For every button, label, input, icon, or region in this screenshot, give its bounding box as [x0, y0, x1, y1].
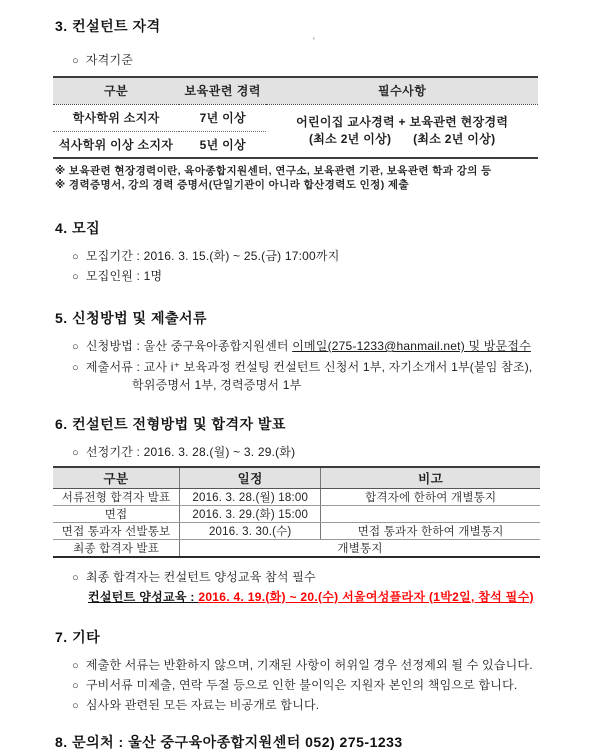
table-row — [53, 488, 540, 505]
table-row — [53, 104, 538, 131]
schedule-cell-merged-notice: 개별통지 — [180, 539, 540, 557]
final-pass-note-line — [55, 569, 560, 587]
table-row — [53, 539, 540, 557]
qualification-table — [53, 76, 538, 159]
schedule-header-remark: 비고 — [321, 467, 540, 488]
schedule-cell-category: 면접 — [53, 505, 180, 522]
section-5-title: 5. 신청방법 및 제출서류 — [55, 310, 208, 326]
training-course-line — [55, 589, 560, 606]
schedule-cell-date: 2016. 3. 30.(수) — [180, 522, 321, 539]
qual-cell-requirement — [266, 104, 538, 158]
training-label: 컨설턴트 양성교육 : — [88, 589, 199, 604]
section-8-title: 8. 문의처 : 울산 중구육아종합지원센터 052) 275-1233 — [55, 733, 403, 750]
circle-bullet: ○ — [72, 447, 79, 459]
requirement-line-2: (최소 2년 이상) (최소 2년 이상) — [308, 131, 496, 146]
schedule-cell-category: 서류전형 합격자 발표 — [53, 488, 180, 505]
etc-item-line — [55, 677, 560, 695]
schedule-table-header-row — [53, 467, 540, 488]
requirement-line-1: 어린이집 교사경력 + 보육관련 현장경력 — [296, 114, 509, 129]
apply-method-prefix: 신청방법 : 울산 중구육아종합지원센터 — [85, 339, 293, 353]
qual-cell-experience: 7년 이상 — [179, 104, 266, 131]
recruit-count-line — [55, 268, 560, 286]
submit-docs-text: 제출서류 : 교사 i⁺ 보육과정 컨설팅 컨설턴트 신청서 1부, 자기소개서 1부(붙임 참조), — [85, 360, 533, 374]
selection-period-line — [55, 444, 560, 462]
etc-item-line — [55, 657, 560, 675]
schedule-cell-category: 면접 통과자 선발통보 — [53, 522, 180, 539]
submit-docs-continuation-text: 학위증명서 1부, 경력증명서 1부 — [132, 378, 302, 392]
schedule-header-category: 구분 — [53, 467, 180, 488]
etc-item-text: 심사와 관련된 모든 자료는 비공개로 합니다. — [85, 697, 320, 712]
qual-header-category: 구분 — [53, 77, 179, 104]
etc-item-line — [55, 697, 560, 715]
schedule-cell-remark: 면접 통과자 한하여 개별통지 — [321, 522, 540, 539]
qual-cell-experience: 5년 이상 — [199, 137, 246, 152]
qualification-table-header-row — [53, 77, 538, 104]
schedule-cell-remark — [321, 505, 540, 522]
section-6-title: 6. 컨설턴트 전형방법 및 합격자 발표 — [55, 416, 286, 432]
circle-bullet: ○ — [72, 341, 79, 353]
recruit-count-text: 모집인원 : 1명 — [85, 269, 163, 283]
schedule-cell-date: 2016. 3. 28.(월) 18:00 — [180, 488, 321, 505]
circle-bullet: ○ — [72, 679, 79, 692]
apply-method-text — [86, 338, 531, 355]
training-value-red: 2016. 4. 19.(화) ~ 20.(수) 서울여성플라자 (1박2일, 참석 필수) — [198, 589, 534, 604]
circle-bullet: ○ — [72, 659, 79, 672]
table-row — [53, 505, 540, 522]
section-3-title: 3. 컨설턴트 자격 — [55, 18, 161, 34]
schedule-header-date: 일정 — [180, 467, 321, 488]
qual-header-requirement: 필수사항 — [266, 77, 538, 104]
note-line: ※ 경력증명서, 강의 경력 증명서(단일기관이 아니라 합산경력도 인정) 제출 — [55, 179, 410, 191]
selection-schedule-table — [53, 466, 540, 558]
qual-cell-category: 석사학위 이상 소지자 — [58, 137, 174, 152]
etc-item-text: 제출한 서류는 반환하지 않으며, 기재된 사항이 허위일 경우 선정제외 될 수 있습니다. — [85, 657, 533, 672]
circle-bullet: ○ — [72, 55, 79, 67]
final-pass-note-text: 최종 합격자는 컨설턴트 양성교육 참석 필수 — [85, 569, 316, 584]
stray-mark: ' — [313, 36, 315, 46]
qual-header-experience: 보육관련 경력 — [179, 77, 266, 104]
circle-bullet: ○ — [72, 251, 79, 263]
table-row — [53, 522, 540, 539]
schedule-cell-category: 최종 합격자 발표 — [73, 542, 160, 555]
circle-bullet: ○ — [72, 571, 79, 584]
note-line: ※ 보육관련 현장경력이란, 육아종합지원센터, 연구소, 보육관련 기관, 보육관련 학과 강의 등 — [55, 165, 492, 177]
qualification-criteria-label: 자격기준 — [85, 53, 134, 67]
recruit-period-line — [55, 248, 560, 266]
submit-docs-continuation — [55, 377, 560, 394]
section-7-title: 7. 기타 — [55, 628, 101, 645]
etc-item-text: 구비서류 미제출, 연락 두절 등으로 인한 불이익은 지원자 본인의 책임으로 합니다. — [85, 677, 518, 692]
qual-cell-category: 학사학위 소지자 — [53, 104, 179, 131]
circle-bullet: ○ — [72, 271, 79, 283]
email-underlined-text: 이메일(275-1233@hanmail.net) 및 방문접수 — [292, 339, 531, 353]
section-4-title: 4. 모집 — [55, 220, 101, 236]
circle-bullet: ○ — [72, 699, 79, 712]
schedule-cell-date: 2016. 3. 29.(화) 15:00 — [180, 505, 321, 522]
apply-method-line — [55, 338, 560, 356]
schedule-cell-remark: 합격자에 한하여 개별통지 — [321, 488, 540, 505]
selection-period-text: 선정기간 : 2016. 3. 28.(월) ~ 3. 29.(화) — [85, 445, 296, 459]
submit-docs-line — [55, 359, 560, 377]
recruit-period-text: 모집기간 : 2016. 3. 15.(화) ~ 25.(금) 17:00까지 — [85, 249, 340, 263]
circle-bullet: ○ — [72, 362, 79, 374]
qualification-criteria-line — [55, 52, 560, 70]
